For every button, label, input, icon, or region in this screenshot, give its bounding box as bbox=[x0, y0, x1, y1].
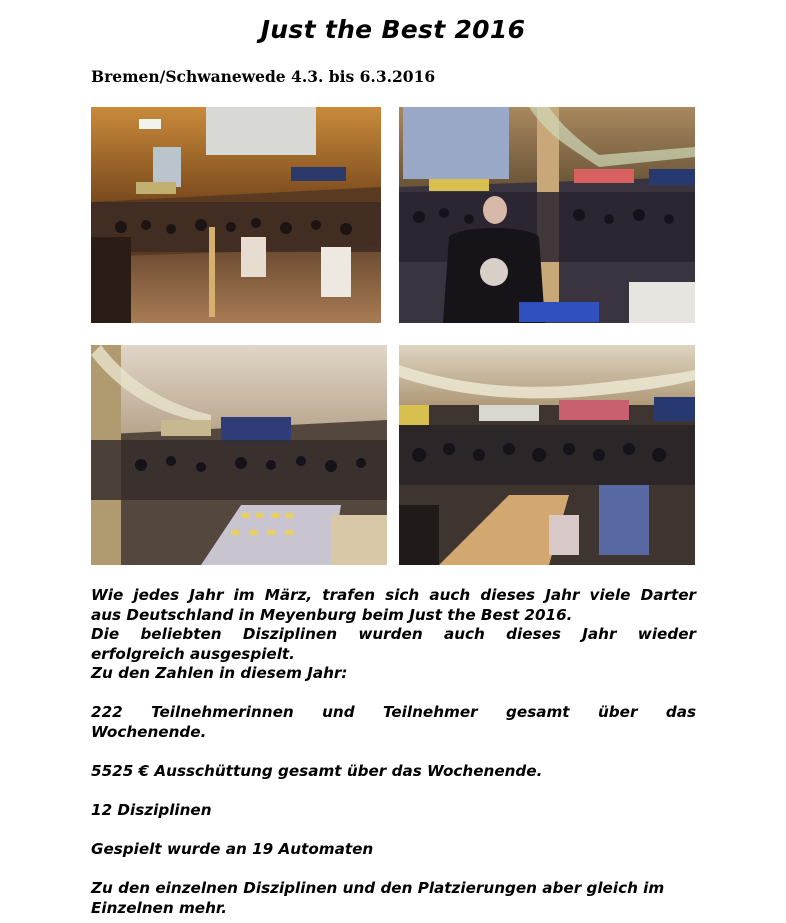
intro-text bbox=[91, 586, 696, 684]
stat-participants-line-2: Wochenende. bbox=[91, 722, 207, 741]
event-subtitle: Bremen/Schwanewede 4.3. bis 6.3.2016 bbox=[91, 67, 436, 86]
outro-text bbox=[91, 879, 696, 918]
intro-line-4: erfolgreich ausgespielt. bbox=[91, 644, 295, 663]
event-hall-photo-4 bbox=[399, 345, 695, 565]
stat-machines: Gespielt wurde an 19 Automaten bbox=[91, 840, 374, 858]
intro-line-1: Wie jedes Jahr im März, trafen sich auch dieses Jahr viele Darter bbox=[91, 586, 696, 604]
outro-line-1: Zu den einzelnen Disziplinen und den Platzierungen aber gleich im bbox=[91, 879, 665, 897]
stat-payout: 5525 € Ausschüttung gesamt über das Wochenende. bbox=[91, 762, 543, 780]
stat-participants bbox=[91, 703, 696, 742]
intro-line-3: Die beliebten Disziplinen wurden auch dieses Jahr wieder bbox=[91, 625, 696, 643]
event-hall-photo-1 bbox=[91, 107, 381, 323]
event-hall-photo-3 bbox=[91, 345, 387, 565]
intro-line-5: Zu den Zahlen in diesem Jahr: bbox=[91, 664, 348, 682]
outro-line-2: Einzelnen mehr. bbox=[91, 898, 227, 917]
event-hall-photo-2 bbox=[399, 107, 695, 323]
page-title: Just the Best 2016 bbox=[260, 15, 526, 44]
intro-line-2: aus Deutschland in Meyenburg beim Just the Best 2016. bbox=[91, 605, 573, 624]
stat-participants-line-1: 222 Teilnehmerinnen und Teilnehmer gesamt über das bbox=[91, 703, 696, 721]
stat-disciplines: 12 Disziplinen bbox=[91, 801, 212, 819]
